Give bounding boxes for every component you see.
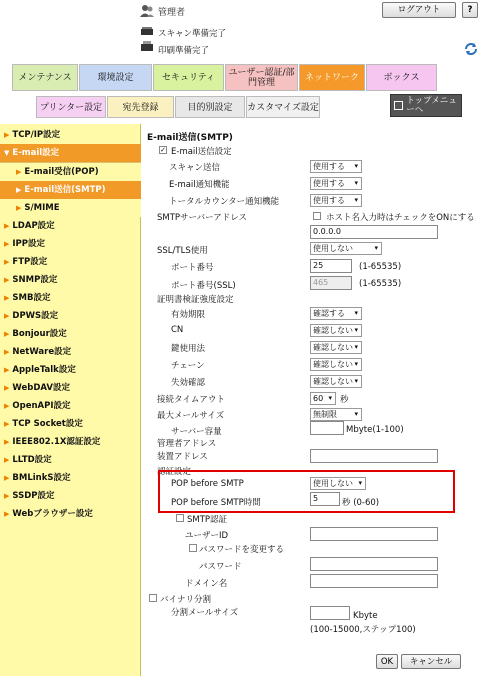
sidebar-item-11[interactable] <box>0 325 141 343</box>
sidebar-item-label: FTP設定 <box>12 257 48 267</box>
change-password-checkbox[interactable] <box>189 544 197 552</box>
device-address-input[interactable] <box>310 449 438 463</box>
triangle-right-icon: ▶ <box>4 240 10 248</box>
chevron-down-icon: ▾ <box>374 244 378 252</box>
sidebar-item-3[interactable] <box>0 181 141 199</box>
max-mail-size-value: 無制限 <box>313 410 337 419</box>
chevron-down-icon: ▾ <box>354 360 358 368</box>
sidebar-item-18[interactable] <box>0 451 141 469</box>
sidebar-item-label: E-mail受信(POP) <box>24 167 99 177</box>
sidebar-item-label: E-mail送信(SMTP) <box>24 185 106 195</box>
sidebar-item-12[interactable] <box>0 343 141 361</box>
sidebar-item-9[interactable] <box>0 289 141 307</box>
split-range: (100-15000,ステップ100) <box>310 625 416 635</box>
tab-1[interactable]: 環境設定 <box>79 64 152 91</box>
header <box>0 0 500 122</box>
triangle-right-icon: ▶ <box>4 131 10 139</box>
tab-4[interactable]: ネットワーク <box>299 64 365 91</box>
tab-2[interactable]: セキュリティ <box>153 64 224 91</box>
triangle-right-icon: ▶ <box>4 258 10 266</box>
sidebar-item-17[interactable] <box>0 433 141 451</box>
print-status: 印刷準備完了 <box>158 46 210 56</box>
triangle-right-icon: ▶ <box>4 330 10 338</box>
host-name-checkbox[interactable] <box>313 212 321 220</box>
sidebar-item-label: WebDAV設定 <box>12 383 70 393</box>
pop-before-smtp-time-label: POP before SMTP時間 <box>171 498 261 508</box>
revocation-select[interactable] <box>310 375 362 388</box>
triangle-right-icon: ▶ <box>4 510 10 518</box>
user-icon <box>140 4 154 18</box>
triangle-right-icon: ▶ <box>16 168 22 176</box>
sidebar-item-14[interactable] <box>0 379 141 397</box>
total-counter-value: 使用する <box>313 196 345 205</box>
logout-button[interactable]: ログアウト <box>382 2 456 18</box>
sidebar-item-7[interactable] <box>0 253 141 271</box>
domain-input[interactable] <box>310 574 438 588</box>
total-counter-label: トータルカウンター通知機能 <box>169 197 280 207</box>
pop-before-smtp-time-input[interactable]: 5 <box>310 492 340 506</box>
sidebar-item-15[interactable] <box>0 397 141 415</box>
timeout-label: 接続タイムアウト <box>157 395 225 405</box>
cn-value: 確認しない <box>313 326 353 335</box>
validity-select[interactable] <box>310 307 362 320</box>
triangle-right-icon: ▶ <box>4 492 10 500</box>
port-input[interactable]: 25 <box>310 259 352 273</box>
sidebar-item-label: Webブラウザー設定 <box>12 509 93 519</box>
ok-button[interactable]: OK <box>376 654 398 669</box>
cert-verify-label: 証明書検証強度設定 <box>157 295 234 305</box>
chevron-down-icon: ▾ <box>354 410 358 418</box>
split-mail-size-label: 分割メールサイズ <box>171 608 239 618</box>
triangle-right-icon: ▶ <box>4 420 10 428</box>
triangle-right-icon: ▶ <box>4 456 10 464</box>
chevron-down-icon: ▾ <box>354 343 358 351</box>
sidebar-item-label: BMLinkS設定 <box>12 473 71 483</box>
sidebar-item-label: TCP/IP設定 <box>12 130 61 140</box>
chevron-down-icon: ▾ <box>328 394 332 402</box>
scan-send-label: スキャン送信 <box>169 163 221 173</box>
user-label: 管理者 <box>158 8 186 18</box>
triangle-right-icon: ▶ <box>4 438 10 446</box>
password-label: パスワード <box>199 562 242 572</box>
email-send-label: E-mail送信設定 <box>171 147 232 157</box>
pop-time-range: 秒 (0-60) <box>342 498 380 508</box>
domain-label: ドメイン名 <box>185 579 228 589</box>
printer-icon <box>140 41 154 53</box>
chevron-down-icon: ▾ <box>358 479 362 487</box>
triangle-right-icon: ▶ <box>4 222 10 230</box>
chain-value: 確認しない <box>313 360 353 369</box>
ssl-tls-select[interactable] <box>310 242 382 255</box>
port-range: (1-65535) <box>359 262 402 272</box>
pop-before-smtp-value: 使用しない <box>313 479 353 488</box>
subtab-1[interactable]: 宛先登録 <box>107 96 174 118</box>
cn-label: CN <box>171 325 184 335</box>
sidebar-item-20[interactable] <box>0 487 141 505</box>
ssl-tls-label: SSL/TLS使用 <box>157 246 208 256</box>
subtab-2[interactable]: 目的別設定 <box>175 96 245 118</box>
sidebar-item-label: TCP Socket設定 <box>12 419 83 429</box>
sidebar-divider <box>0 162 141 163</box>
scan-send-value: 使用する <box>313 162 345 171</box>
scan-send-select[interactable] <box>310 160 362 173</box>
password-input[interactable] <box>310 557 438 571</box>
triangle-right-icon: ▶ <box>4 384 10 392</box>
server-capacity-label: サーバー容量 <box>171 427 222 437</box>
binary-split-label: バイナリ分割 <box>160 595 212 605</box>
total-counter-select[interactable] <box>310 194 362 207</box>
revocation-label: 失効確認 <box>171 378 206 388</box>
sidebar-item-8[interactable] <box>0 271 141 289</box>
revocation-value: 確認しない <box>313 377 353 386</box>
ssl-tls-value: 使用しない <box>313 244 353 253</box>
email-send-checkbox[interactable]: ✓ <box>160 146 166 154</box>
timeout-value: 60 <box>313 394 324 403</box>
help-button[interactable]: ? <box>462 2 478 18</box>
key-usage-label: 鍵使用法 <box>171 344 206 354</box>
binary-split-checkbox[interactable] <box>149 594 157 602</box>
sidebar-item-label: S/MIME <box>24 203 60 213</box>
port-ssl-label: ポート番号(SSL) <box>171 281 236 291</box>
device-address-label: 装置アドレス <box>157 452 208 462</box>
sidebar-item-label: OpenAPI設定 <box>12 401 71 411</box>
menu-icon <box>394 101 403 110</box>
subtab-0[interactable]: プリンター設定 <box>36 96 106 118</box>
sidebar-item-label: E-mail設定 <box>12 148 60 158</box>
auth-setting-label: 認証設定 <box>157 467 192 477</box>
sidebar-item-0[interactable] <box>0 126 141 144</box>
server-capacity-unit: Mbyte(1-100) <box>346 425 404 435</box>
triangle-right-icon: ▶ <box>4 276 10 284</box>
smtp-server-label: SMTPサーバーアドレス <box>157 213 247 223</box>
top-menu-button[interactable] <box>390 94 462 117</box>
smtp-auth-label: SMTP認証 <box>187 515 228 525</box>
chevron-down-icon: ▾ <box>354 309 358 317</box>
split-unit: Kbyte <box>353 611 378 621</box>
email-notify-select[interactable] <box>310 177 362 190</box>
chevron-down-icon: ▾ <box>354 179 358 187</box>
chain-label: チェーン <box>171 361 205 371</box>
sidebar-item-label: DPWS設定 <box>12 311 59 321</box>
subtab-3[interactable]: カスタマイズ設定 <box>246 96 320 118</box>
user-id-label: ユーザーID <box>185 531 229 541</box>
triangle-right-icon: ▶ <box>4 312 10 320</box>
sidebar-item-13[interactable] <box>0 361 141 379</box>
key-usage-select[interactable] <box>310 341 362 354</box>
smtp-auth-checkbox[interactable] <box>176 514 184 522</box>
timeout-select[interactable] <box>310 392 336 405</box>
admin-address-label: 管理者アドレス <box>157 439 217 449</box>
scanner-icon <box>140 25 154 37</box>
chevron-down-icon: ▾ <box>354 326 358 334</box>
main-content <box>143 124 500 678</box>
validity-value: 確認する <box>313 309 345 318</box>
pop-before-smtp-label: POP before SMTP <box>171 479 244 489</box>
sidebar-item-label: LLTD設定 <box>12 455 52 465</box>
user-id-input[interactable] <box>310 527 438 541</box>
max-mail-size-label: 最大メールサイズ <box>157 411 225 421</box>
sidebar-item-label: NetWare設定 <box>12 347 72 357</box>
max-mail-size-select[interactable] <box>310 408 362 421</box>
validity-label: 有効期限 <box>171 310 206 320</box>
sidebar-item-label: SNMP設定 <box>12 275 58 285</box>
sidebar-item-label: AppleTalk設定 <box>12 365 76 375</box>
scan-status: スキャン準備完了 <box>158 29 227 39</box>
sidebar-item-label: SMB設定 <box>12 293 51 303</box>
host-name-hint: ホスト名入力時はチェックをONにする <box>326 213 475 223</box>
top-menu-label: トップメニューへ <box>406 95 457 115</box>
port-ssl-range: (1-65535) <box>359 279 402 289</box>
cn-select[interactable] <box>310 324 362 337</box>
change-password-label: パスワードを変更する <box>199 545 285 555</box>
chain-select[interactable] <box>310 358 362 371</box>
triangle-right-icon: ▶ <box>4 366 10 374</box>
sidebar-item-2[interactable] <box>0 163 141 181</box>
port-ssl-input[interactable]: 465 <box>310 276 352 290</box>
triangle-right-icon: ▶ <box>16 204 22 212</box>
sidebar-item-label: LDAP設定 <box>12 221 55 231</box>
cancel-button[interactable]: キャンセル <box>401 654 461 669</box>
sidebar-item-6[interactable] <box>0 235 141 253</box>
sidebar-item-19[interactable] <box>0 469 141 487</box>
triangle-down-icon: ▼ <box>4 149 10 157</box>
sidebar-item-4[interactable] <box>0 199 141 217</box>
email-notify-label: E-mail通知機能 <box>169 180 230 190</box>
chevron-down-icon: ▾ <box>354 162 358 170</box>
split-mail-size-input[interactable] <box>310 606 350 620</box>
smtp-server-input[interactable]: 0.0.0.0 <box>310 225 438 239</box>
server-capacity-input[interactable] <box>310 421 344 435</box>
triangle-right-icon: ▶ <box>4 402 10 410</box>
key-usage-value: 確認しない <box>313 343 353 352</box>
tab-3[interactable]: ユーザー認証/部門管理 <box>225 64 298 91</box>
sidebar <box>0 124 141 676</box>
triangle-right-icon: ▶ <box>4 348 10 356</box>
pop-before-smtp-select[interactable] <box>310 477 366 490</box>
triangle-right-icon: ▶ <box>4 294 10 302</box>
sidebar-item-16[interactable] <box>0 415 141 433</box>
tab-0[interactable]: メンテナンス <box>12 64 78 91</box>
chevron-down-icon: ▾ <box>354 377 358 385</box>
sidebar-item-1[interactable] <box>0 144 141 162</box>
page-title: E-mail送信(SMTP) <box>147 133 233 143</box>
sidebar-item-label: Bonjour設定 <box>12 329 67 339</box>
sidebar-item-label: IPP設定 <box>12 239 46 249</box>
sidebar-item-label: SSDP設定 <box>12 491 55 501</box>
sidebar-item-10[interactable] <box>0 307 141 325</box>
chevron-down-icon: ▾ <box>354 196 358 204</box>
triangle-right-icon: ▶ <box>4 474 10 482</box>
refresh-icon[interactable] <box>464 42 478 56</box>
email-notify-value: 使用する <box>313 179 345 188</box>
tab-5[interactable]: ボックス <box>366 64 437 91</box>
timeout-unit: 秒 <box>340 395 349 405</box>
sidebar-item-21[interactable] <box>0 505 141 523</box>
sidebar-item-5[interactable] <box>0 217 141 235</box>
sidebar-item-label: IEEE802.1X認証設定 <box>12 437 101 447</box>
triangle-right-icon: ▶ <box>16 186 22 194</box>
port-label: ポート番号 <box>171 263 214 273</box>
